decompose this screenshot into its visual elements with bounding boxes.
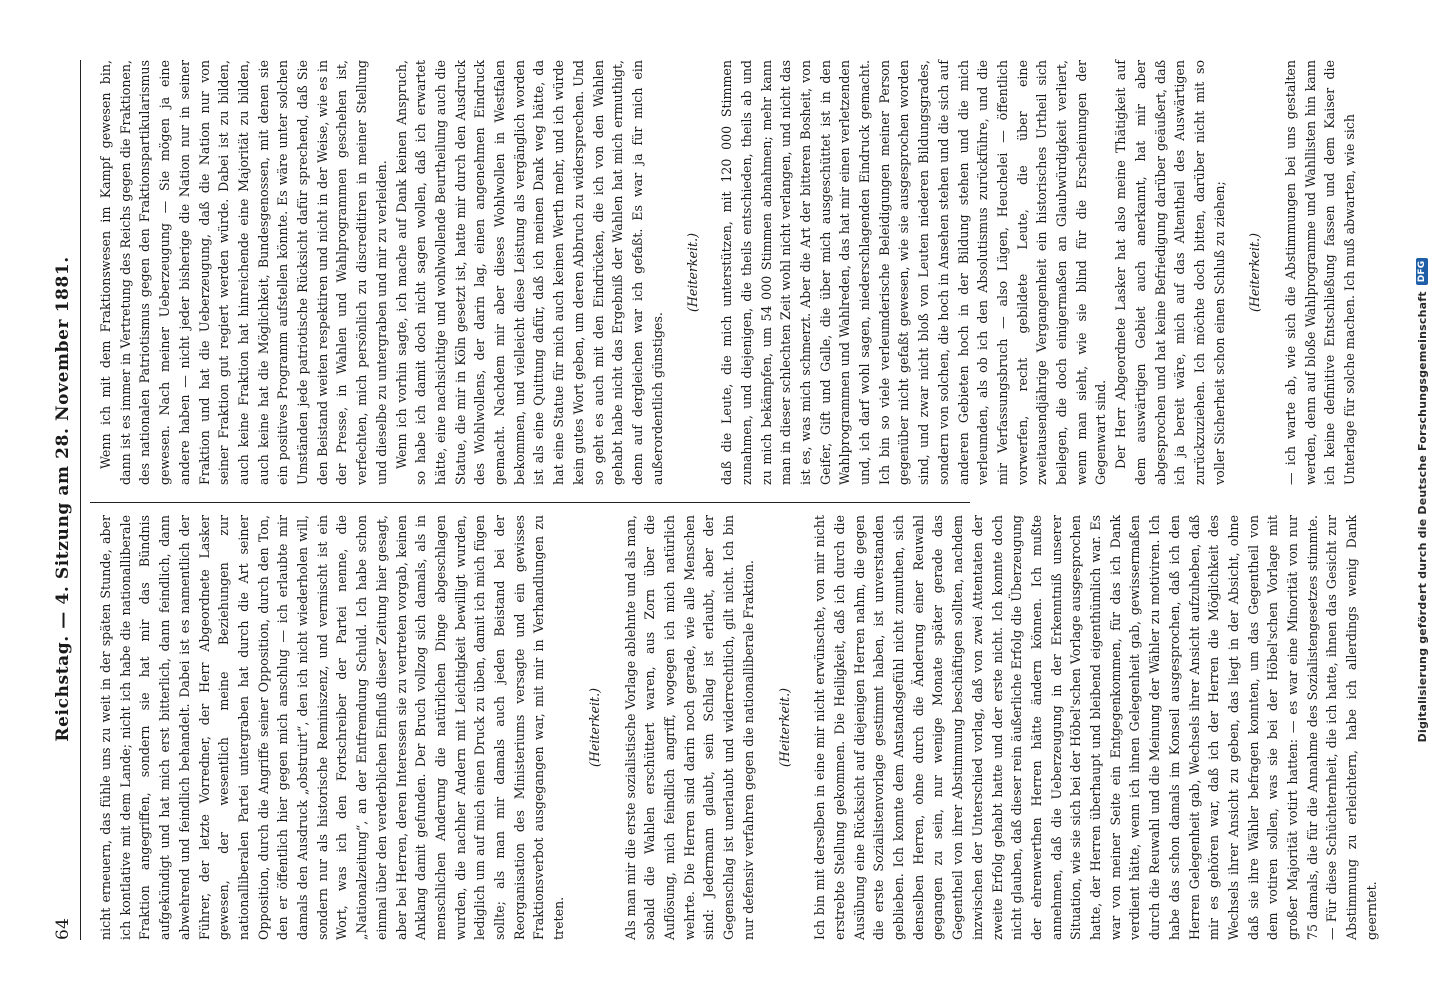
column-divider: [90, 502, 970, 503]
dfg-logo: DFG: [1416, 258, 1428, 286]
paragraph: Als man mir die erste sozialistische Vorlage ablehnte und als man, sobald die Wahlen erschüttert waren, aus Zorn über die Auflösung, mich feindlich angriff, wogegen ich mich natürlich wehrte. Die Herren sind darin noch gerade, wie alle Menschen sind: Jedermann glaubt, sein Schlag ist erlaubt, aber der Gegenschlag ist unerlaubt und widerrechtlich, gilt nicht. Ich bin nur defensiv verfahren gegen die nationalliberale Fraktion.: [622, 515, 756, 940]
digitization-note: Digitalisierung gefördert durch die Deutsche Forschungsgemeinschaft: [1415, 291, 1429, 743]
interjection-note: (Heiterkeit.): [586, 688, 602, 767]
interjection-note: (Heiterkeit.): [685, 233, 701, 312]
header-rule: [80, 60, 81, 940]
digitization-credit: [1414, 50, 1430, 950]
paragraph: Der Herr Abgeordnete Lasker hat also meine Thätigkeit auf dem auswärtigen Gebiet auch anerkannt, hat mir aber abgesprochen und hat keine Befriedigung darüber geäußert, daß ich ja bereit wäre, mich auf das Altentheil des Auswärtigen zurückzuziehen. Ich möchte doch bitten, darüber nicht mit so voller Sicherheit schon einen Schluß zu ziehen;: [1113, 60, 1227, 485]
paragraph: daß die Leute, die mich unterstützen, mit 120 000 Stimmen zunahmen, und diejenigen, die theils entschieden, theils ab und zu mich bekämpfen, um 54 000 Stimmen abnahmen; mehr kann man in dieser schlechten Zeit wohl nicht verlangen, und nicht das ist es, was mich schmerzt. Aber die Art der bitteren Bosheit, von Geifer, Gift und Galle, die über mich ausgeschüttet ist in den Wahlprogrammen und Wahlreden, das hat mir einen verletzenden und, ich darf wohl sagen, niederschlagenden Eindruck gemacht. Ich bin so viele verleumderische Beleidigungen meiner Person gegenüber nicht gefaßt gewesen, wie sie ausgesprochen worden sind, und zwar nicht bloß von Leuten niederen Bildungsgrades, sondern von solchen, die hoch in Ansehen stehen und die sich auf anderen Gebieten hoch in der Bildung stehen und die mich verleumden, als ob ich den Absolutismus zurückführe, und die mir Verfassungsbruch — also Lügen, Heuchelei — öffentlich vorwerfen, recht gebildete Leute, die über eine zweitausendjährige Vergangenheit ein historisches Urtheil sich beilegen, die doch einigermaßen an Glaubwürdigkeit verliert, wenn man sieht, wie sie blind für die Erscheinungen der Gegenwart sind.: [719, 60, 1109, 485]
right-column: [96, 60, 1358, 485]
paragraph: Wenn ich vorhin sagte, ich mache auf Dank keinen Anspruch, so habe ich damit doch nicht sagen wollen, daß ich erwartet hätte, eine nachsichtige und wohlwollende Beurtheilung auch die Statue, die mir in Köln gesetzt ist, hatte mir durch den Ausdruck des Wohlwollens, der darin lag, einen angenehmen Eindruck gemacht. Nachdem mir aber dieses Wohlwollen in Westfalen bekommen, und vielleicht diese Leistung als vergänglich worden ist als eine Quittung dafür, daß ich meinen Dank weg hätte, da hat eine Statue für mich auch keinen Werth mehr, und ich würde kein gutes Wort geben, um deren Abbruch zu widersprechen. Und so geht es auch mit den Eindrücken, die ich von den Wahlen gehabt habe nicht das Ergebniß der Wahlen hat mich ermuthigt, denn auf dergleichen war ich gefaßt. Es war ja für mich ein außerordentlich günstiges.: [393, 60, 665, 485]
page-header: [50, 60, 76, 940]
paragraph: — ich warte ab, wie sich die Abstimmungen bei uns gestalten werden, denn auf bloße Wahlprogramme und Wahllisten hin kann ich keine definitive Entschließung fassen und dem Kaiser die Unterlage für solche machen. Ich muß abwarten, wie sich: [1283, 60, 1358, 485]
page-number: 64: [53, 917, 73, 940]
paragraph: Wenn ich mit dem Fraktionswesen im Kampf gewesen bin, dann ist es immer in Vertretung des Reichs gegen die Fraktionen, des nationalen Patriotismus gegen den Fraktionspartikularismus gewesen. Nach meiner Ueberzeugung — Sie mögen ja eine andere haben — nicht jeder bisherige die Nation nur in seiner Fraktion und hat die Ueberzeugung, daß die Nation nur von seiner Fraktion gut regiert werden würde. Dabei ist zu bilden, auch keine Fraktion hat hinreichende eine Majorität zu bilden, auch keine hat die Möglichkeit, Bundesgenossen, mit denen sie ein positives Programm aufstellen könnte. Es wäre unter solchen Umständen jede patriotische Rücksicht dafür sprechend, daß Sie den Beistand weiten respektiren und nicht in der Weise, wie es in der Presse, in Wahlen und Wahlprogrammen geschehen ist, verfechten, mich persönlich zu discreditiren in meiner Stellung und dieselbe zu untergraben und mir zu verleiden.: [98, 60, 389, 485]
interjection-note: (Heiterkeit.): [776, 688, 792, 767]
running-title: Reichstag. — 4. Sitzung am 28. November 1881.: [53, 256, 73, 742]
interjection-note: (Heiterkeit.): [1247, 233, 1263, 312]
paragraph: nicht erneuern, das fühle uns zu weit in der späten Stunde, aber ich kontlative mit dem Lande; nicht ich habe die nationalliberale Fraktion angegriffen, sondern sie hat mir das Bündnis aufgekündigt und hat mich erst bitterlich, dann feindlich, dann abwehrend und feindlich behandelt. Dabei ist es namentlich der Führer, der letzte Vorredner, der Herr Abgeordnete Lasker gewesen, der wesentlich meine Beziehungen zur nationalliberalen Partei untergraben hat durch die Art seiner Opposition, durch die Angriffe seiner Opposition, durch den Ton, den er öffentlich hier gegen mich anschlug — ich erlaubte mir damals den Ausdruck „obstruirt“, den ich nicht wiederholen will, sondern nur als historische Reminiszenz, und vermischt ist ein Wort, was ich den Fortschreiber der Partei nenne, die „Nationalzeitung“, an der Entfremdung Schuld. Ich habe schon einmal über den verderblichen Einfluß dieser Zeitung hier gesagt, aber bei Herren, deren Interessen sie zu vertreten vorgab, keinen Anklang damit gefunden. Der Bruch vollzog sich damals, als in menschlichen Anderung die natürlichen Dinge abgeschlagen wurden, die nachher Andern mit Leichtigkeit bewilligt wurden, lediglich um auf mich einen Druck zu üben, damit ich mich fügen sollte; als man mir damals auch jeden Beistand bei der Reorganisation des Ministeriums versagte und ein gewisses Fraktionsverbot ausgegangen war, mit mir in Verhandlungen zu treten.: [98, 515, 567, 940]
paragraph: Ich bin mit derselben in eine mir nicht erwünschte, von mir nicht erstrebte Stellung gekommen. Die Heiligkeit, daß ich durch die Ausübung eine Rücksicht auf diejenigen Herren nahm, die gegen die erste Sozialistenvorlage gestimmt haben, ist unverstanden geblieben. Ich konnte dem Anstandsgefühl nicht zumuthen, sich denselben Herren, ohne durch die Änderung einer Reuwahl gegangen zu sein, nur wenige Monate später gerade das Gegentheil von ihrer Abstimmung beschäftigen sollten, nachdem inzwischen der Unterschied vorlag, daß von zwei Attentaten der zweite Erfolg gehabt hatte und der erste nicht. Ich konnte doch nicht glauben, daß dieser rein äußerliche Erfolg die Überzeugung der ehrenwerthen Herren hätte ändern können. Ich mußte annehmen, daß die Ueberzeugung in der Erkenntniß unserer Situation, wie sie sich bei der Höbel'schen Vorlage ausgesprochen hatte, der Herren überhaupt und bleibend eigenthümlich war. Es war von meiner Seite ein Entgegenkommen, für das ich Dank verdient hätte, wenn ich ihnen Gelegenheit gab, gewissermaßen durch die Reuwahl und die Meinung der Wähler zu motiviren. Ich habe das schon damals im Konseil ausgesprochen, daß ich den Herren Gelegenheit gab, Wechsels ihrer Ansicht aufzuheben, daß mir es gehören war, daß ich der Herren die Möglichkeit des Wechsels ihrer Ansicht zu geben, das liegt in der Absicht, ohne daß sie ihre Wähler befragen konnten, um das Gegentheil von dem votiren sollen, was sie bei der Höbel'schen Vorlage mit großer Majorität votirt hatten: — es war eine Minorität von nur 75 damals, die für die Annahme des Sozialistengesetzes stimmte. — Für diese Schüchternheit, die ich hatte, ihnen das Gesicht zur Abstimmung zu erleichtern, habe ich allerdings wenig Dank geerntet.: [812, 515, 1379, 940]
left-column: [96, 515, 1379, 940]
